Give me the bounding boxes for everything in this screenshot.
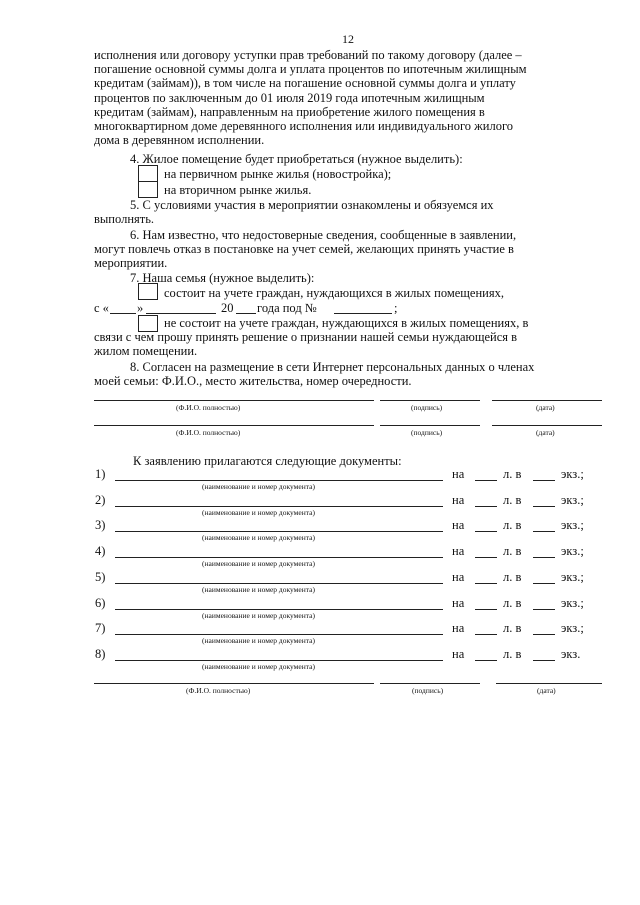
text-line: многоквартирном доме деревянного исполнения или индивидуального жилого <box>94 119 514 134</box>
text-line-last: мероприятии. <box>94 256 168 271</box>
attachment-number: 1) <box>95 467 106 481</box>
text-line: кредитам (займам)), в том числе на погашение основной суммы долга и уплату <box>94 76 516 91</box>
month-field[interactable] <box>146 313 216 314</box>
item7-option-registered: состоит на учете граждан, нуждающихся в жилых помещениях, <box>164 286 504 300</box>
fio-field-1[interactable] <box>94 400 374 401</box>
sheets-label: л. в <box>503 492 522 507</box>
text-line: процентов по заключенным до 01 июля 2019 года ипотечным жилищным <box>94 90 485 105</box>
document-name-field[interactable] <box>115 480 443 481</box>
on-label: на <box>452 646 465 661</box>
date-field-1[interactable] <box>492 400 602 401</box>
copies-field[interactable] <box>533 480 555 481</box>
sheets-label: л. в <box>503 646 522 661</box>
fio-field-2[interactable] <box>94 425 374 426</box>
item8-paragraph <box>94 360 598 388</box>
on-label: на <box>452 595 465 610</box>
text-line: связи с чем прошу принять решение о признании нашей семьи нуждающейся в <box>94 330 518 345</box>
on-label: на <box>452 492 465 507</box>
copies-label: экз.; <box>561 492 584 507</box>
text-line: погашение основной суммы долга и уплата процентов по ипотечным жилищным <box>94 62 527 77</box>
continuation-paragraph <box>94 48 598 147</box>
text-line: исполнения или договору уступки прав требований по такому договору (далее – <box>94 48 522 62</box>
date-caption-1: (дата) <box>536 403 555 412</box>
sheets-label: л. в <box>503 569 522 584</box>
document-name-field[interactable] <box>115 557 443 558</box>
page-number: 12 <box>342 32 354 46</box>
registration-number-field[interactable] <box>334 313 392 314</box>
document-hint: (наименование и номер документа) <box>202 661 315 671</box>
on-label: на <box>452 518 465 533</box>
sheets-field[interactable] <box>475 609 497 610</box>
text-line: не состоит на учете граждан, нуждающихся в жилых помещениях, в <box>164 316 529 330</box>
attachment-number: 6) <box>95 595 106 610</box>
copies-label: экз.; <box>561 595 584 610</box>
since-prefix: с « <box>94 301 109 315</box>
item4-option-primary: на первичном рынке жилья (новостройка); <box>164 167 392 181</box>
sheets-label: л. в <box>503 595 522 610</box>
document-name-field[interactable] <box>115 506 443 507</box>
sheets-field[interactable] <box>475 506 497 507</box>
attachment-number: 3) <box>95 518 106 533</box>
copies-field[interactable] <box>533 634 555 635</box>
fio-caption-final: (Ф.И.О. полностью) <box>186 686 251 695</box>
item7-option-not-registered <box>94 316 598 359</box>
fio-caption-1: (Ф.И.О. полностью) <box>176 403 241 412</box>
year-field[interactable] <box>236 313 256 314</box>
document-name-field[interactable] <box>115 583 443 584</box>
item4-checkbox-primary[interactable] <box>138 165 158 182</box>
since-end: ; <box>394 301 398 315</box>
sheets-field[interactable] <box>475 531 497 532</box>
sheets-field[interactable] <box>475 557 497 558</box>
attachment-number: 5) <box>95 569 106 584</box>
item4-heading: 4. Жилое помещение будет приобретаться (нужное выделить): <box>130 152 463 166</box>
signature-field-final[interactable] <box>380 683 480 684</box>
copies-label: экз. <box>561 646 581 661</box>
document-hint: (наименование и номер документа) <box>202 584 315 594</box>
on-label: на <box>452 544 465 559</box>
copies-label: экз.; <box>561 467 584 481</box>
copies-label: экз.; <box>561 569 584 584</box>
attachment-number: 4) <box>95 544 106 559</box>
attachment-number: 8) <box>95 646 106 661</box>
document-name-field[interactable] <box>115 634 443 635</box>
document-hint: (наименование и номер документа) <box>202 482 315 491</box>
text-line-last: моей семьи: Ф.И.О., место жительства, номер очередности. <box>94 374 412 389</box>
on-label: на <box>452 621 465 636</box>
copies-label: экз.; <box>561 544 584 559</box>
sheets-field[interactable] <box>475 583 497 584</box>
document-name-field[interactable] <box>115 609 443 610</box>
document-hint: (наименование и номер документа) <box>202 559 315 569</box>
sheets-field[interactable] <box>475 480 497 481</box>
sheets-field[interactable] <box>475 634 497 635</box>
signature-caption-final: (подпись) <box>412 686 444 695</box>
on-label: на <box>452 569 465 584</box>
copies-field[interactable] <box>533 557 555 558</box>
attachment-number: 2) <box>95 492 106 507</box>
date-caption-final: (дата) <box>537 686 556 695</box>
copies-field[interactable] <box>533 531 555 532</box>
sheets-label: л. в <box>503 621 522 636</box>
document-hint: (наименование и номер документа) <box>202 610 315 620</box>
attachment-number: 7) <box>95 621 106 636</box>
item5-paragraph <box>94 198 598 226</box>
document-name-field[interactable] <box>115 531 443 532</box>
copies-field[interactable] <box>533 609 555 610</box>
year-suffix: года под № <box>257 301 317 315</box>
document-name-field[interactable] <box>115 660 443 661</box>
text-line-last: выполнять. <box>94 212 155 227</box>
copies-field[interactable] <box>533 583 555 584</box>
year-prefix: 20 <box>221 301 234 315</box>
signature-field-1[interactable] <box>380 400 480 401</box>
text-line: 5. С условиями участия в мероприятии ознакомлены и обязуемся их <box>130 198 494 212</box>
text-line: могут повлечь отказ в постановке на учет семей, желающих принять участие в <box>94 242 514 257</box>
signature-field-2[interactable] <box>380 425 480 426</box>
fio-caption-2: (Ф.И.О. полностью) <box>176 428 241 437</box>
text-line: 8. Согласен на размещение в сети Интернет персональных данных о членах <box>130 360 535 374</box>
sheets-field[interactable] <box>475 660 497 661</box>
copies-field[interactable] <box>533 660 555 661</box>
document-hint: (наименование и номер документа) <box>202 507 315 517</box>
date-caption-2: (дата) <box>536 428 555 437</box>
item4-checkbox-secondary[interactable] <box>138 181 158 198</box>
text-line: 6. Нам известно, что недостоверные сведения, сообщенные в заявлении, <box>130 228 517 242</box>
text-line-last: жилом помещении. <box>94 344 198 359</box>
date-field-final[interactable] <box>496 683 602 684</box>
document-hint: (наименование и номер документа) <box>202 636 315 646</box>
copies-label: экз.; <box>561 621 584 636</box>
text-line-last: дома в деревянном исполнении. <box>94 133 265 148</box>
copies-label: экз.; <box>561 518 584 533</box>
sheets-label: л. в <box>503 544 522 559</box>
item7-checkbox-registered[interactable] <box>138 283 158 300</box>
copies-field[interactable] <box>533 506 555 507</box>
since-close-quote: » <box>137 301 144 315</box>
item4-option-secondary: на вторичном рынке жилья. <box>164 183 312 197</box>
item6-paragraph <box>94 228 598 271</box>
day-field[interactable] <box>110 313 136 314</box>
text-line: кредитам (займам), направленным на приобретение жилого помещения в <box>94 104 485 119</box>
document-hint: (наименование и номер документа) <box>202 533 315 543</box>
attachment-row <box>0 647 640 677</box>
attachments-heading: К заявлению прилагаются следующие документы: <box>133 454 402 468</box>
fio-field-final[interactable] <box>94 683 374 684</box>
date-field-2[interactable] <box>492 425 602 426</box>
on-label: на <box>452 467 465 481</box>
signature-caption-1: (подпись) <box>411 403 443 412</box>
sheets-label: л. в <box>503 518 522 533</box>
signature-caption-2: (подпись) <box>411 428 443 437</box>
sheets-label: л. в <box>503 467 522 481</box>
item7-heading: 7. Наша семья (нужное выделить): <box>130 271 315 285</box>
